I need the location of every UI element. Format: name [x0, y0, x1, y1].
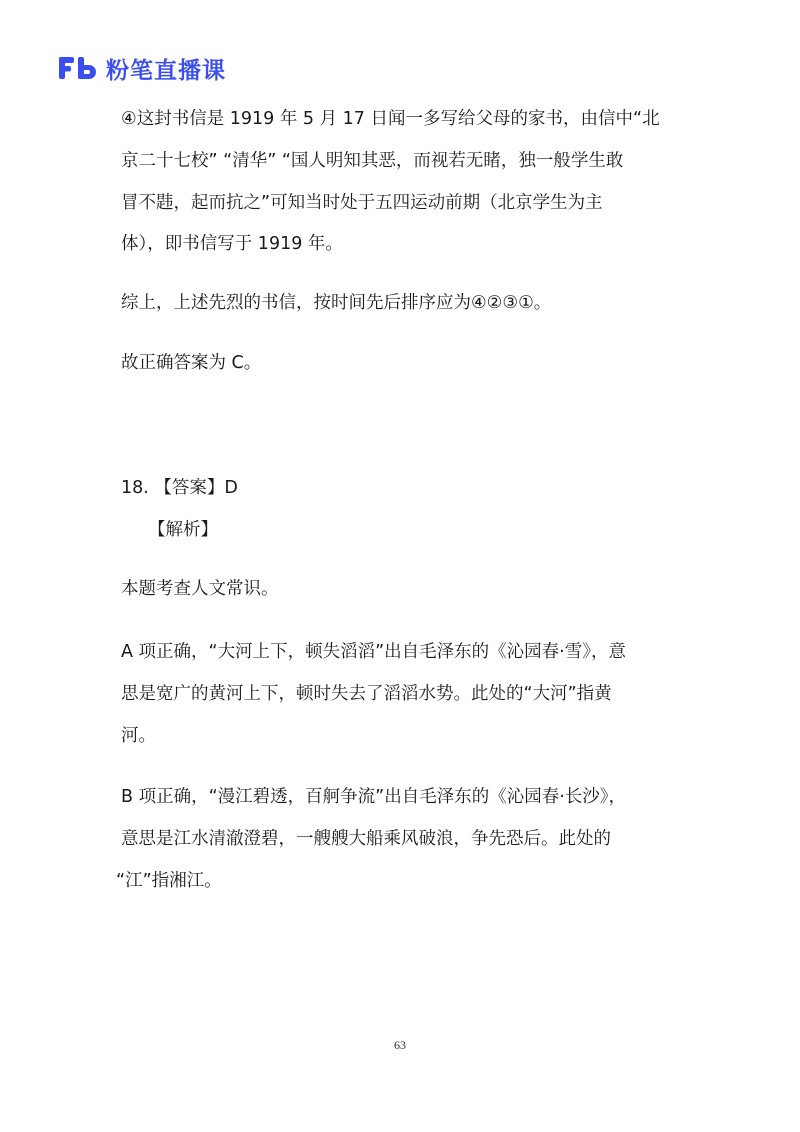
option-a-text: 河。 — [121, 726, 156, 746]
brand-name: 粉笔直播课 — [106, 57, 226, 84]
text-line: 体），即书信写于 1919 年。 — [121, 234, 343, 254]
option-a-text: 思是宽广的黄河上下，顿时失去了滔滔水势。此处的“大河”指黄 — [121, 684, 612, 704]
page-number: 63 — [394, 1038, 406, 1052]
option-a-text: A 项正确，“大河上下，顿失滔滔”出自毛泽东的《沁园春·雪》，意 — [121, 642, 626, 662]
question-answer-heading: 18. 【答案】D — [121, 478, 238, 498]
text-line: 京二十七校” “清华” “国人明知其恶，而视若无睹，独一般学生敢 — [121, 151, 624, 171]
analysis-heading: 【解析】 — [148, 520, 218, 540]
conclusion-text: 综上，上述先烈的书信，按时间先后排序应为④②③①。 — [121, 293, 552, 313]
fenbi-logo-icon — [58, 54, 98, 82]
answer-statement: 故正确答案为 C。 — [121, 353, 262, 373]
text-line: 冒不韪，起而抗之”可知当时处于五四运动前期（北京学生为主 — [121, 193, 603, 213]
text-line: ④这封书信是 1919 年 5 月 17 日闻一多写给父母的家书，由信中“北 — [121, 109, 660, 129]
option-b-text: B 项正确，“漫江碧透，百舸争流”出自毛泽东的《沁园春·长沙》， — [121, 787, 627, 807]
option-b-text: “江”指湘江。 — [116, 871, 222, 891]
option-b-text: 意思是江水清澈澄碧，一艘艘大船乘风破浪，争先恐后。此处的 — [121, 829, 611, 849]
text-line: 本题考查人文常识。 — [121, 579, 279, 599]
page-header — [58, 52, 226, 84]
